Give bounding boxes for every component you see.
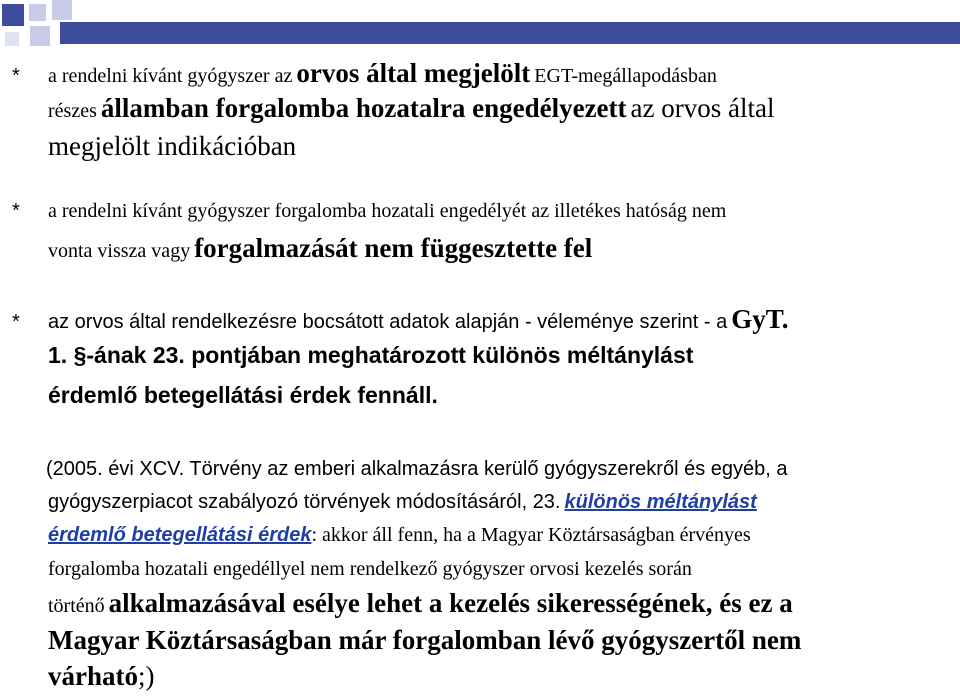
bullet-star: * [12,311,20,333]
law-line2: gyógyszerpiacot szabályozó törvények módosításáról, 23. különös méltánylást [48,491,757,513]
decorative-header-squares [0,0,960,60]
law-line4: forgalomba hozatali engedéllyel nem rendelkező gyógyszer orvosi kezelés során [48,558,692,580]
item1-line2: részes államban forgalomba hozatalra engedélyezett az orvos által [48,93,775,123]
item3-line3: érdemlő betegellátási érdek fennáll. [48,382,438,408]
bullet-star: * [12,200,20,222]
item3-line2: 1. §-ának 23. pontjában meghatározott különös méltánylást [48,342,694,368]
item2-line2: vonta vissza vagy forgalmazását nem függesztette fel [48,233,593,263]
item2-line1: * a rendelni kívánt gyógyszer forgalomba hozatali engedélyét az illetékes hatóság nem [12,200,727,222]
item1-line1: * a rendelni kívánt gyógyszer az orvos által megjelölt EGT-megállapodásban [12,58,717,88]
law-line6: Magyar Köztársaságban már forgalomban lévő gyógyszertől nem [48,625,802,655]
law-term-link[interactable]: érdemlő betegellátási érdek [48,524,312,546]
law-line5: történő alkalmazásával esélye lehet a kezelés sikerességének, és ez a [48,588,793,618]
law-term-link[interactable]: különös méltánylást [564,491,757,513]
bullet-star: * [12,65,20,87]
law-line3: érdemlő betegellátási érdek: akkor áll fenn, ha a Magyar Köztársaságban érvényes [48,524,751,546]
item1-line3: megjelölt indikációban [48,131,297,161]
item3-line1: * az orvos által rendelkezésre bocsátott adatok alapján - véleménye szerint - a GyT. [12,304,789,334]
law-line1: (2005. évi XCV. Törvény az emberi alkalmazásra kerülő gyógyszerekről és egyéb, a [46,458,788,480]
law-line7: várható;) [48,661,155,691]
